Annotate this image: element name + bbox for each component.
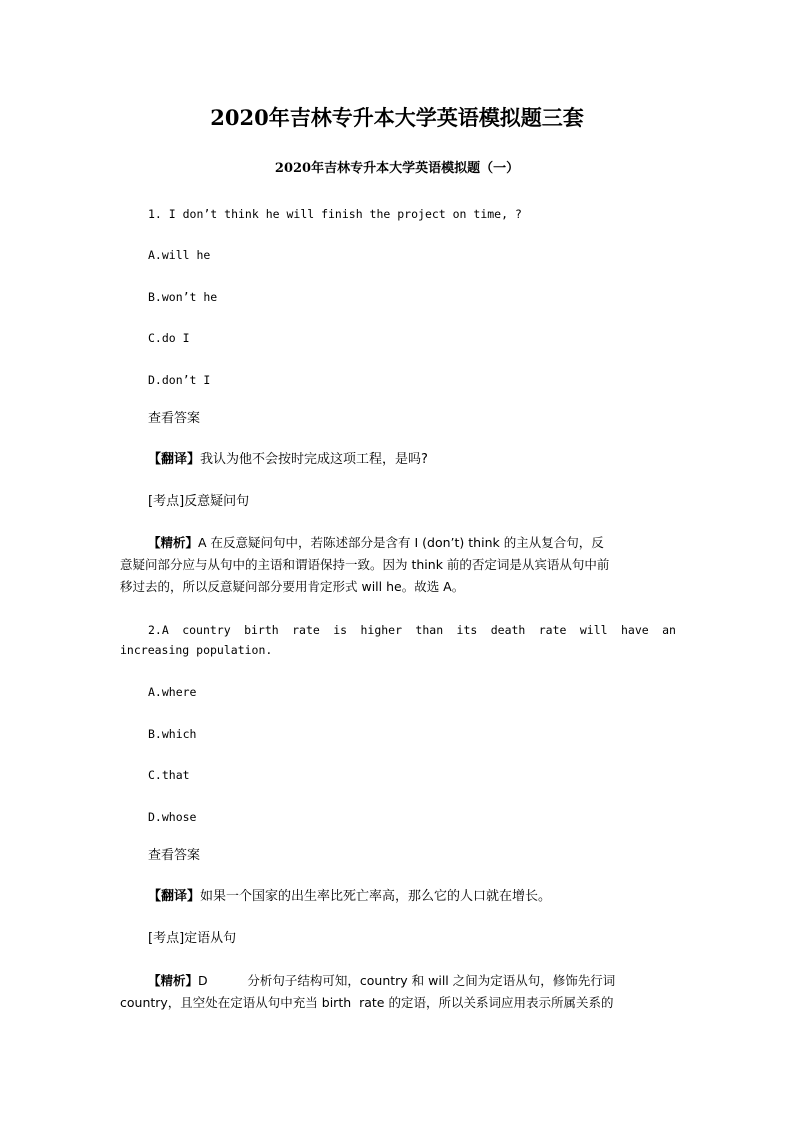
question-1-option-a[interactable]: A.will he (148, 248, 211, 262)
question-1-view-answer-link[interactable]: 查看答案 (148, 411, 201, 426)
stem-word: rate (538, 623, 567, 637)
stem-word: an (662, 623, 676, 637)
analysis-text: D 分析句子结构可知，country 和 will 之间为定语从句，修饰先行词 (198, 973, 616, 988)
translation-text: 我认为他不会按时完成这项工程，是吗? (200, 452, 428, 467)
question-2-stem-line-1 (120, 620, 676, 640)
analysis-line: 意疑问部分应与从句中的主语和谓语保持一致。因为 think 前的否定词是从宾语从句中前 (120, 557, 610, 572)
question-1-option-b[interactable]: B.won’t he (148, 290, 218, 304)
stem-word: higher (360, 623, 403, 637)
question-2-stem-line-2: increasing population. (120, 643, 273, 657)
analysis-line (120, 532, 676, 554)
question-2-view-answer-link[interactable]: 查看答案 (148, 848, 201, 863)
translation-text: 如果一个国家的出生率比死亡率高，那么它的人口就在增长。 (200, 889, 552, 904)
question-2-translation (148, 888, 551, 906)
document-title: 2020年吉林专升本大学英语模拟题三套 (210, 105, 584, 130)
analysis-line: country，且空处在定语从句中充当 birth rate 的定语，所以关系词应用表示所属关系的 (120, 995, 614, 1010)
stem-word: its (456, 623, 478, 637)
analysis-label: 【精析】 (148, 535, 199, 550)
question-2-stem (120, 620, 676, 660)
stem-word: 2.A (148, 623, 169, 637)
document-subtitle: 2020年吉林专升本大学英语模拟题（一） (274, 161, 520, 176)
stem-word: death (490, 623, 526, 637)
question-1-option-d[interactable]: D.don’t I (148, 373, 211, 387)
question-1-topic: [考点]反意疑问句 (148, 494, 250, 509)
question-2-option-c[interactable]: C.that (148, 768, 190, 782)
question-1-stem: 1. I don’t think he will finish the project on time, ? (148, 207, 522, 221)
stem-word: will (579, 623, 608, 637)
stem-word: than (415, 623, 444, 637)
analysis-line: 移过去的，所以反意疑问部分要用肯定形式 will he。故选 A。 (120, 579, 465, 594)
stem-word: country (182, 623, 231, 637)
stem-word: birth (244, 623, 279, 637)
question-2-option-b[interactable]: B.which (148, 727, 197, 741)
stem-word: is (333, 623, 348, 637)
analysis-text: A 在反意疑问句中，若陈述部分是含有 I (don’t) think 的主从复合句，反 (198, 535, 604, 550)
analysis-label: 【精析】 (148, 973, 199, 988)
analysis-line (120, 970, 676, 992)
question-2-option-a[interactable]: A.where (148, 685, 197, 699)
question-1-option-c[interactable]: C.do I (148, 331, 190, 345)
question-2-analysis (120, 970, 676, 1014)
question-2-option-d[interactable]: D.whose (148, 810, 197, 824)
translation-label: 【翻译】 (148, 889, 201, 904)
question-1-analysis (120, 532, 676, 598)
question-1-translation (148, 451, 428, 469)
translation-label: 【翻译】 (148, 452, 201, 467)
question-2-topic: [考点]定语从句 (148, 931, 237, 946)
stem-word: rate (292, 623, 320, 637)
stem-word: have (620, 623, 649, 637)
